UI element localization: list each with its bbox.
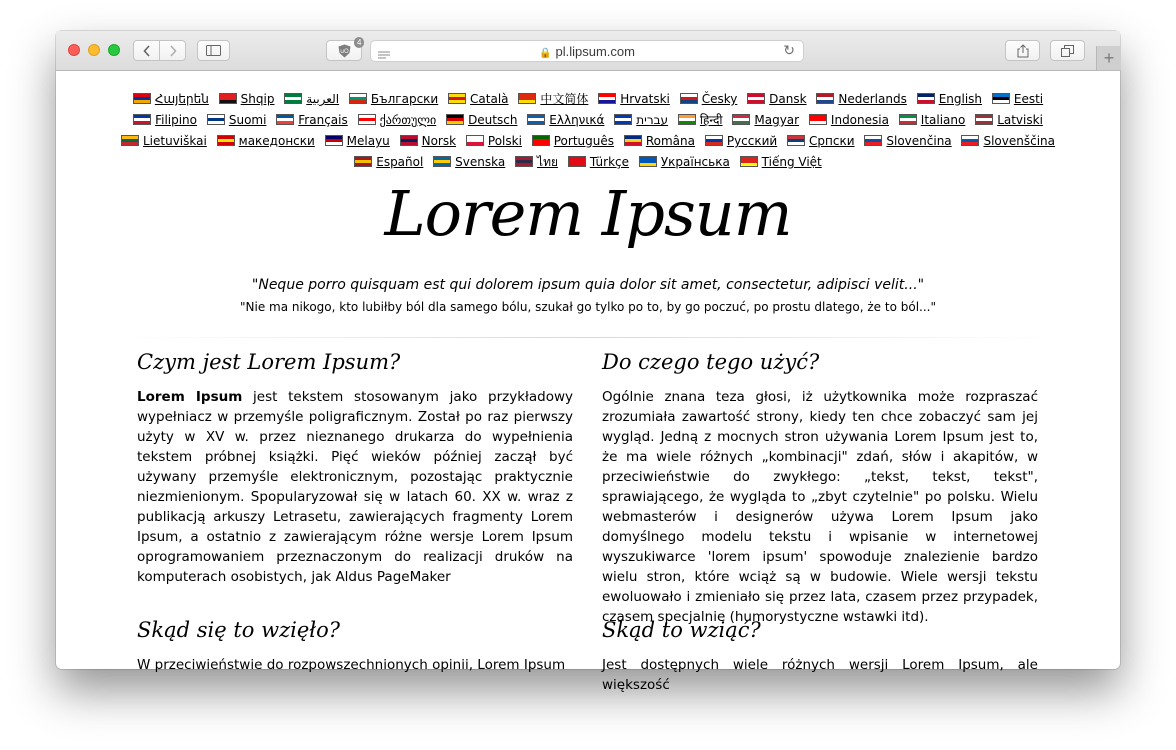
language-label: Latviski <box>997 113 1043 127</box>
language-link[interactable] <box>917 89 982 110</box>
language-label: Français <box>298 113 348 127</box>
flag-icon <box>864 135 882 146</box>
flag-icon <box>816 93 834 104</box>
section-title: Skąd się to wzięło? <box>137 618 340 642</box>
language-link[interactable] <box>899 110 966 131</box>
language-link[interactable] <box>705 131 777 152</box>
flag-icon <box>787 135 805 146</box>
flag-icon <box>325 135 343 146</box>
language-link[interactable] <box>349 89 438 110</box>
flag-icon <box>276 114 294 125</box>
flag-icon <box>917 93 935 104</box>
language-link[interactable] <box>207 110 267 131</box>
language-link[interactable] <box>532 131 614 152</box>
flag-icon <box>747 93 765 104</box>
language-label: Tiếng Việt <box>761 155 822 169</box>
language-link[interactable] <box>133 89 209 110</box>
language-link[interactable] <box>961 131 1055 152</box>
language-link[interactable] <box>518 89 588 110</box>
language-link[interactable] <box>433 152 505 173</box>
site-logo[interactable]: Lorem Ipsum <box>384 177 792 250</box>
url-text: pl.lipsum.com <box>555 44 635 59</box>
ublock-shield-icon <box>338 44 351 58</box>
language-label: Česky <box>701 92 738 106</box>
flag-icon <box>515 156 533 167</box>
language-link[interactable] <box>809 110 889 131</box>
polish-quote: "Nie ma nikogo, kto lubiłby ból dla samego bólu, szukał go tylko po to, by go poczuć, po prostu dlatego, że to ból..." <box>239 300 936 314</box>
language-label: Български <box>370 92 439 106</box>
language-label: Eesti <box>1013 92 1044 106</box>
flag-icon <box>358 114 376 125</box>
flag-icon <box>133 114 151 125</box>
flag-icon <box>598 93 616 104</box>
svg-text:uO: uO <box>339 47 349 55</box>
show-tabs-button[interactable] <box>1050 40 1085 61</box>
language-link[interactable] <box>568 152 629 173</box>
flag-icon <box>400 135 418 146</box>
flag-icon <box>446 114 464 125</box>
language-link[interactable] <box>219 89 275 110</box>
flag-icon <box>518 93 536 104</box>
section-what-is <box>137 349 573 587</box>
language-link[interactable] <box>864 131 951 152</box>
language-label: Hrvatski <box>620 92 670 106</box>
language-link[interactable] <box>217 131 315 152</box>
language-label: Dansk <box>769 92 807 106</box>
flag-icon <box>740 156 758 167</box>
language-link[interactable] <box>325 131 390 152</box>
ublock-count-badge: 4 <box>354 37 364 48</box>
language-link[interactable] <box>121 131 207 152</box>
flag-icon <box>732 114 750 125</box>
share-icon <box>1017 44 1029 58</box>
flag-icon <box>680 93 698 104</box>
language-label: English <box>938 92 983 106</box>
flag-icon <box>527 114 545 125</box>
language-link[interactable] <box>614 110 668 131</box>
language-label: Româna <box>645 134 695 148</box>
language-label: Polski <box>487 134 522 148</box>
language-link[interactable] <box>680 89 738 110</box>
zoom-window-button[interactable] <box>108 44 120 56</box>
minimize-window-button[interactable] <box>88 44 100 56</box>
language-link[interactable] <box>678 110 723 131</box>
language-label: Lietuviškai <box>142 134 207 148</box>
forward-button[interactable] <box>159 40 186 61</box>
language-label: Norsk <box>421 134 457 148</box>
language-label: Svenska <box>455 155 506 169</box>
language-label: Italiano <box>920 113 966 127</box>
reload-icon[interactable]: ↻ <box>783 43 795 59</box>
language-label: Suomi <box>228 113 267 127</box>
language-label: עברית <box>636 113 669 127</box>
chevron-right-icon <box>169 45 177 57</box>
latin-quote: "Neque porro quisquam est qui dolorem ipsum quia dolor sit amet, consectetur, adipisci velit..." <box>251 277 925 293</box>
divider <box>128 337 1048 338</box>
section-body: W przeciwieństwie do rozpowszechnionych opinii, Lorem Ipsum <box>137 657 566 673</box>
lock-icon: 🔒 <box>539 48 552 59</box>
language-label: Հայերեն <box>154 92 209 106</box>
language-label: ไทย <box>537 155 559 169</box>
language-link[interactable] <box>975 110 1043 131</box>
chevron-left-icon <box>143 45 151 57</box>
tabs-icon <box>1061 45 1074 57</box>
flag-icon <box>349 93 367 104</box>
close-window-button[interactable] <box>68 44 80 56</box>
sidebar-toggle-button[interactable] <box>197 40 230 61</box>
language-link[interactable] <box>133 110 197 131</box>
flag-icon <box>961 135 979 146</box>
language-link[interactable] <box>276 110 347 131</box>
flag-icon <box>678 114 696 125</box>
language-label: Türkçe <box>589 155 630 169</box>
browser-window <box>56 31 1120 693</box>
language-link[interactable] <box>787 131 855 152</box>
language-link[interactable] <box>515 152 558 173</box>
flag-icon <box>899 114 917 125</box>
section-title: Do czego tego użyć? <box>602 350 820 374</box>
lead-term: Lorem Ipsum <box>137 389 243 405</box>
url-display[interactable] <box>371 44 803 59</box>
language-link[interactable] <box>740 152 822 173</box>
language-label: Српски <box>809 134 855 148</box>
flag-icon <box>809 114 827 125</box>
flag-icon <box>284 93 302 104</box>
language-selector <box>116 89 1060 173</box>
language-link[interactable] <box>358 110 437 131</box>
section-where-from <box>137 617 573 675</box>
language-label: Nederlands <box>838 92 907 106</box>
flag-icon <box>466 135 484 146</box>
language-link[interactable] <box>624 131 695 152</box>
language-link[interactable] <box>400 131 456 152</box>
language-link[interactable] <box>448 89 508 110</box>
flag-icon <box>448 93 466 104</box>
section-body: Lorem Ipsum jest tekstem stosowanym jako przykładowy wypełniacz w przemyśle poligraficznym. Został po raz pierwszy użyty w XV w. przez nieznanego drukarza do wypełnienia tekstem próbnej książki. Pięć wieków później zaczął być używany przemyśle elektronicznym, pozostając praktycznie niezmienionym. Spopularyzował się w latach 60. XX w. wraz z publikacją arkuszy Letrasetu, zawierających fragmenty Lorem Ipsum, a ostatnio z zawierającym różne wersje Lorem Ipsum oprogramowaniem przeznaczonym do realizacji druków na komputerach osobistych, jak Aldus PageMaker <box>137 389 574 585</box>
flag-icon <box>133 93 151 104</box>
language-link[interactable] <box>284 89 339 110</box>
flag-icon <box>219 93 237 104</box>
flag-icon <box>705 135 723 146</box>
language-link[interactable] <box>816 89 906 110</box>
language-link[interactable] <box>354 152 423 173</box>
browser-toolbar <box>56 31 1120 71</box>
language-label: Slovenčina <box>886 134 952 148</box>
flag-icon <box>354 156 372 167</box>
flag-icon <box>568 156 586 167</box>
language-label: ქართული <box>379 113 437 127</box>
language-link[interactable] <box>747 89 806 110</box>
language-label: Magyar <box>754 113 800 127</box>
new-tab-button[interactable]: + <box>1096 46 1121 70</box>
flag-icon <box>975 114 993 125</box>
flag-icon <box>614 114 632 125</box>
flag-icon <box>639 156 657 167</box>
section-title: Skąd to wziąć? <box>602 618 761 642</box>
section-body: Ogólnie znana teza głosi, iż użytkownika może rozpraszać zrozumiała zawartość strony, kiedy ten chce zobaczyć sam jej wygląd. Jedną z mocnych stron używania Lorem Ipsum jest to, że ma wiele różnych „kombinacji" zdań, słów i akapitów, w przeciwieństwie do zwykłego: „tekst, tekst, tekst", sprawiającego, że wygląda to „zbyt czytelnie" po polsku. Wielu webmasterów i designerów używa Lorem Ipsum jako domyślnego modelu tekstu i wpisanie w internetowej wyszukiwarce 'lorem ipsum' spowoduje znalezienie bardzo wielu stron, które wciąż są w budowie. Wiele wersji tekstu ewoluowało i zmieniało się przez lata, czasem przez przypadek, czasem specjalnie (humorystyczne wstawki itd). <box>602 389 1038 625</box>
language-label: Melayu <box>346 134 390 148</box>
language-label: Deutsch <box>468 113 518 127</box>
flag-icon <box>624 135 642 146</box>
page-content <box>56 71 1120 693</box>
language-link[interactable] <box>639 152 730 173</box>
language-label: Español <box>376 155 424 169</box>
section-why-use <box>602 349 1038 627</box>
share-button[interactable] <box>1005 40 1040 61</box>
language-label: Shqip <box>240 92 275 106</box>
flag-icon <box>121 135 139 146</box>
address-bar[interactable] <box>370 40 804 62</box>
flag-icon <box>532 135 550 146</box>
flag-icon <box>433 156 451 167</box>
language-link[interactable] <box>446 110 517 131</box>
flag-icon <box>992 93 1010 104</box>
section-body: Jest dostępnych wiele różnych wersji Lorem Ipsum, ale większość <box>602 657 1038 693</box>
sidebar-icon <box>206 45 221 56</box>
language-link[interactable] <box>598 89 670 110</box>
section-where-get <box>602 617 1038 695</box>
back-button[interactable] <box>133 40 160 61</box>
language-label: Português <box>553 134 615 148</box>
language-link[interactable] <box>527 110 604 131</box>
language-label: Slovenščina <box>983 134 1056 148</box>
flag-icon <box>207 114 225 125</box>
language-link[interactable] <box>732 110 799 131</box>
language-label: Indonesia <box>830 113 889 127</box>
language-label: Ελληνικά <box>549 113 605 127</box>
language-link[interactable] <box>992 89 1043 110</box>
language-label: Filipino <box>155 113 198 127</box>
language-link[interactable] <box>466 131 522 152</box>
language-label: македонски <box>238 134 315 148</box>
flag-icon <box>217 135 235 146</box>
language-label: 中文简体 <box>540 92 589 106</box>
language-label: Català <box>470 92 509 106</box>
section-title: Czym jest Lorem Ipsum? <box>137 350 401 374</box>
language-label: Українська <box>660 155 730 169</box>
language-label: العربية <box>306 92 340 106</box>
language-label: हिन्दी <box>699 113 723 127</box>
language-label: Pycский <box>726 134 778 148</box>
